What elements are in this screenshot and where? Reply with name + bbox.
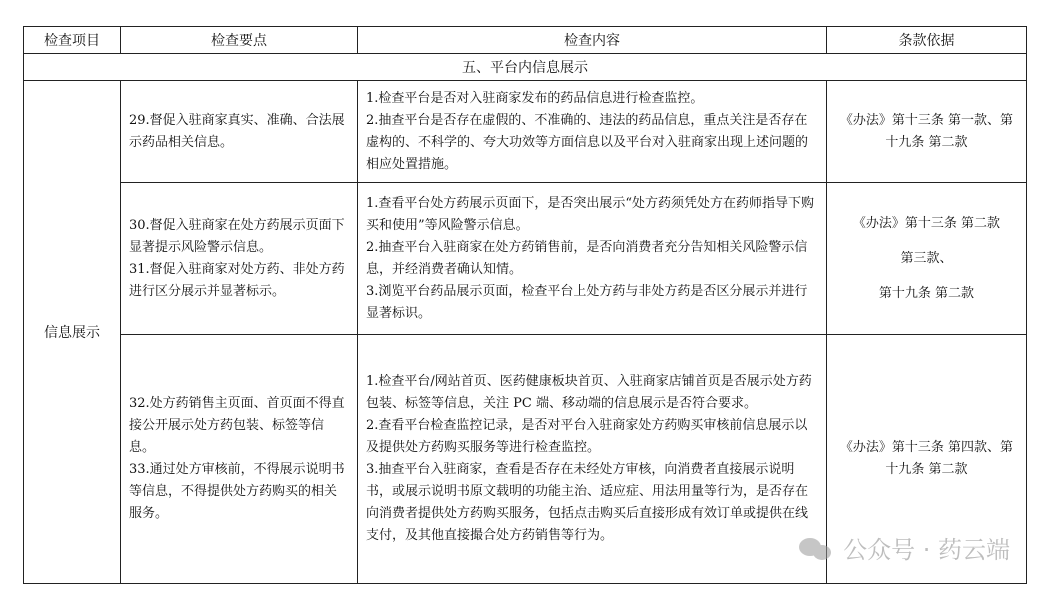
point-text: 31.督促入驻商家对处方药、非处方药进行区分展示并显著标示。 bbox=[129, 261, 345, 299]
content-text: 3.抽查平台入驻商家，查看是否存在未经处方审核，向消费者直接展示说明书，或展示说明书原文载明的功能主治、适应症、用法用量等行为，是否存在向消费者提供处方药购买服务，包括点击购买后直接形成有效订单或提供在线支付，及其他直接撮合处方药销售等行为。 bbox=[366, 462, 809, 543]
section-row bbox=[24, 54, 1027, 81]
basis-text: 《办法》第十三条 第一款、第十九条 第二款 bbox=[839, 112, 1014, 150]
category-cell: 信息展示 bbox=[24, 81, 121, 584]
header-basis: 条款依据 bbox=[827, 27, 1027, 54]
basis-text: 《办法》第十三条 第四款、第十九条 第二款 bbox=[839, 440, 1014, 477]
content-cell bbox=[358, 183, 827, 335]
point-text: 29.督促入驻商家真实、准确、合法展示药品相关信息。 bbox=[129, 112, 345, 150]
point-text: 30.督促入驻商家在处方药展示页面下显著提示风险警示信息。 bbox=[129, 217, 345, 255]
content-text: 3.浏览平台药品展示页面，检查平台上处方药与非处方药是否区分展示并进行显著标识。 bbox=[366, 283, 808, 321]
watermark bbox=[799, 530, 1010, 565]
basis-text: 第十九条 第二款 bbox=[878, 285, 975, 301]
header-row bbox=[24, 27, 1027, 54]
table-row bbox=[24, 81, 1027, 183]
content-text: 2.查看平台检查监控记录，是否对平台入驻商家处方药购买审核前信息展示以及提供处方药购买服务等进行检查监控。 bbox=[366, 418, 808, 455]
basis-text: 第三款、 bbox=[900, 250, 953, 266]
table-row bbox=[24, 183, 1027, 335]
content-cell bbox=[358, 81, 827, 183]
point-text: 32.处方药销售主页面、首页面不得直接公开展示处方药包装、标签等信息。 bbox=[129, 396, 345, 455]
content-text: 2.抽查平台是否存在虚假的、不准确的、违法的药品信息，重点关注是否存在虚构的、不科学的、夸大功效等方面信息以及平台对入驻商家出现上述问题的相应处置措施。 bbox=[366, 112, 809, 172]
basis-text: 《办法》第十三条 第二款 bbox=[852, 215, 1001, 231]
section-title: 五、平台内信息展示 bbox=[24, 54, 1027, 81]
points-cell bbox=[121, 335, 358, 584]
content-text: 2.抽查平台入驻商家在处方药销售前，是否向消费者充分告知相关风险警示信息，并经消费者确认知情。 bbox=[366, 239, 808, 277]
basis-cell bbox=[827, 183, 1027, 335]
points-cell bbox=[121, 81, 358, 183]
watermark-text: 公众号 · 药云端 bbox=[843, 536, 1010, 564]
wechat-icon bbox=[799, 534, 833, 562]
inspection-table bbox=[23, 26, 1027, 584]
header-content: 检查内容 bbox=[358, 27, 827, 54]
points-cell bbox=[121, 183, 358, 335]
content-text: 1.检查平台是否对入驻商家发布的药品信息进行检查监控。 bbox=[366, 90, 704, 106]
basis-cell bbox=[827, 81, 1027, 183]
header-points: 检查要点 bbox=[121, 27, 358, 54]
content-text: 1.检查平台/网站首页、医药健康板块首页、入驻商家店铺首页是否展示处方药包装、标签等信息，关注 PC 端、移动端的信息展示是否符合要求。 bbox=[366, 374, 812, 411]
header-item: 检查项目 bbox=[24, 27, 121, 54]
content-text: 1.查看平台处方药展示页面下，是否突出展示“处方药须凭处方在药师指导下购买和使用”等风险警示信息。 bbox=[366, 195, 815, 233]
point-text: 33.通过处方审核前，不得展示说明书等信息，不得提供处方药购买的相关服务。 bbox=[129, 462, 345, 521]
content-cell bbox=[358, 335, 827, 584]
